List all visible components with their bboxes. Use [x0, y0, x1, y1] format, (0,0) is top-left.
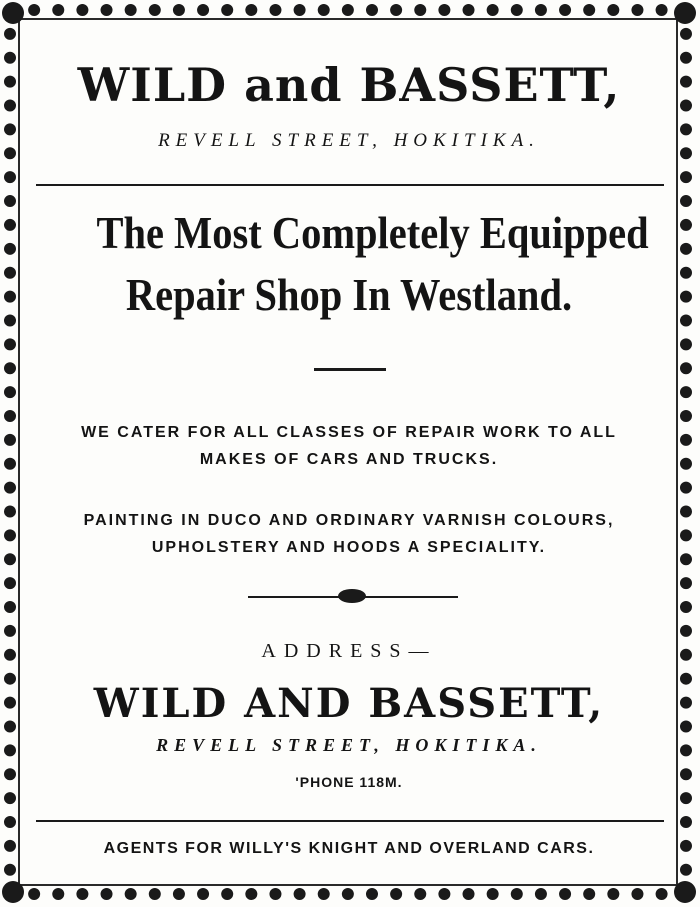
divider-rule-top	[36, 184, 664, 186]
painting-text-line-1: PAINTING IN DUCO AND ORDINARY VARNISH COLOURS,	[83, 512, 615, 529]
repair-text-line-2: MAKES OF CARS AND TRUCKS.	[199, 451, 499, 468]
firm-name-bottom: WILD AND BASSETT,	[93, 680, 605, 727]
corner-ornament-icon	[674, 881, 696, 903]
firm-name-heading: WILD and BASSETT,	[77, 58, 621, 112]
address-label: ADDRESS—	[261, 640, 437, 662]
painting-text-line-2: UPHOLSTERY AND HOODS A SPECIALITY.	[151, 539, 547, 556]
firm-address-bottom: REVELL STREET, HOKITIKA.	[156, 735, 542, 755]
corner-ornament-icon	[2, 2, 24, 24]
corner-ornament-icon	[674, 2, 696, 24]
firm-address-top: REVELL STREET, HOKITIKA.	[158, 130, 540, 151]
short-divider	[314, 368, 386, 371]
corner-ornament-icon	[2, 881, 24, 903]
headline-line-2: Repair Shop In Westland.	[125, 269, 573, 320]
headline-line-1: The Most Completely Equipped	[96, 207, 649, 258]
phone-number: 'PHONE 118M.	[295, 774, 403, 790]
ornament-icon	[338, 589, 366, 603]
agents-text: AGENTS FOR WILLY'S KNIGHT AND OVERLAND CARS.	[103, 840, 595, 857]
repair-text-line-1: WE CATER FOR ALL CLASSES OF REPAIR WORK TO ALL	[81, 424, 617, 441]
divider-rule-bottom	[36, 820, 664, 822]
